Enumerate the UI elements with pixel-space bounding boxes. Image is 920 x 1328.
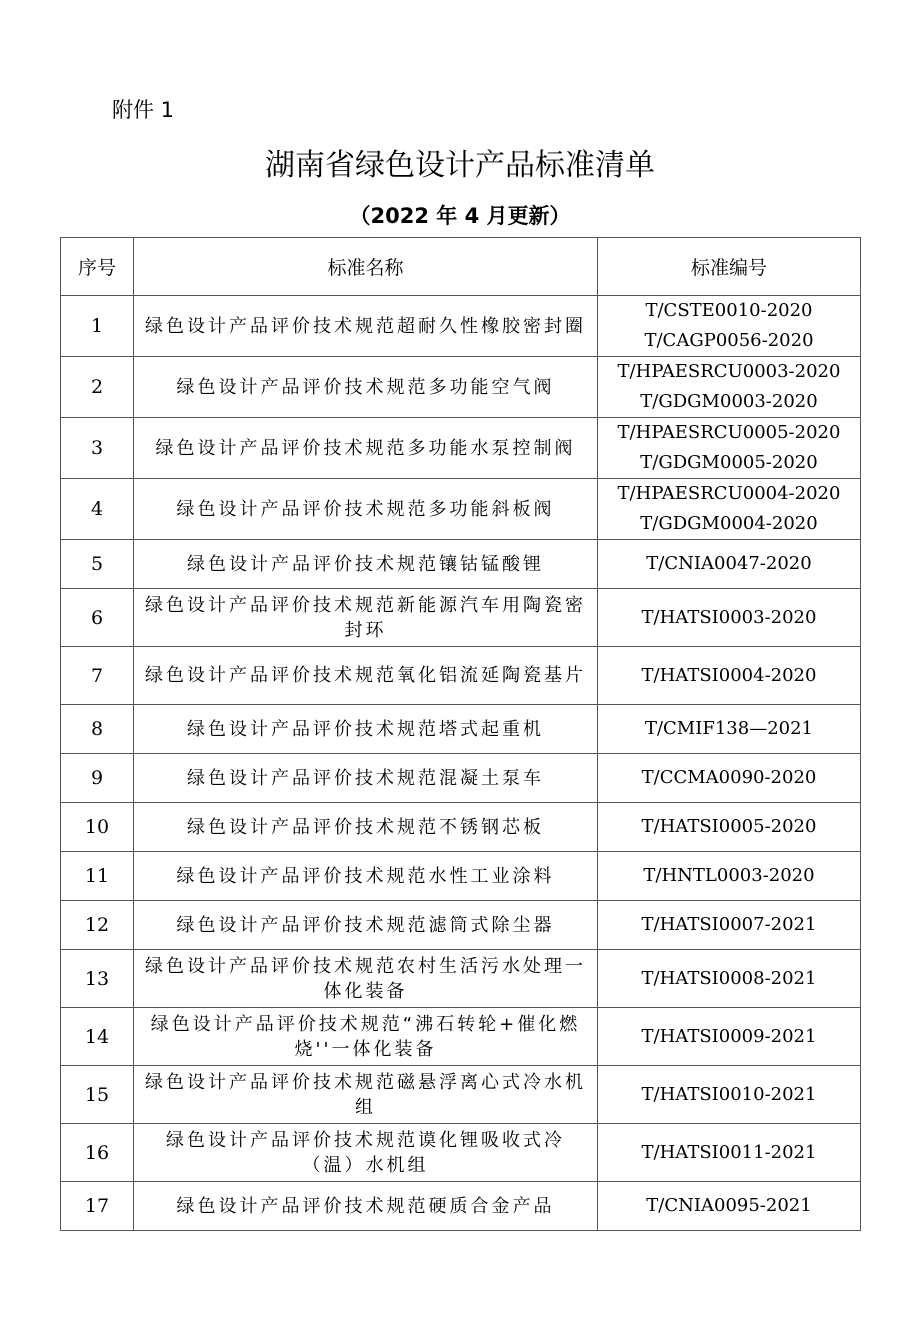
row-number: 12 — [61, 901, 134, 950]
row-number: 9 — [61, 754, 134, 803]
table-row — [61, 754, 861, 803]
row-number: 8 — [61, 705, 134, 754]
standard-code: T/HNTL0003-2020 — [598, 852, 861, 901]
table-row — [61, 589, 861, 647]
row-number: 7 — [61, 647, 134, 705]
row-number: 1 — [61, 296, 134, 357]
row-number: 6 — [61, 589, 134, 647]
table-row — [61, 1008, 861, 1066]
row-number: 10 — [61, 803, 134, 852]
standard-code: T/CNIA0047-2020 — [598, 540, 861, 589]
standard-code: T/CNIA0095-2021 — [598, 1182, 861, 1231]
table-row — [61, 1124, 861, 1182]
table-row — [61, 950, 861, 1008]
row-number: 5 — [61, 540, 134, 589]
table-row — [61, 479, 861, 540]
table-row — [61, 705, 861, 754]
column-header-code: 标准编号 — [598, 238, 861, 296]
table-header-row — [61, 238, 861, 296]
standard-name: 绿色设计产品评价技术规范“沸石转轮+催化燃烧''一体化装备 — [134, 1008, 598, 1066]
standard-name: 绿色设计产品评价技术规范农村生活污水处理一体化装备 — [134, 950, 598, 1008]
table-row — [61, 540, 861, 589]
standard-code: T/HPAESRCU0003-2020 T/GDGM0003-2020 — [598, 357, 861, 418]
document-title: 湖南省绿色设计产品标准清单 — [265, 148, 655, 183]
attachment-label: 附件 1 — [112, 98, 175, 122]
standard-code: T/CSTE0010-2020 T/CAGP0056-2020 — [598, 296, 861, 357]
standard-name: 绿色设计产品评价技术规范谟化锂吸收式冷（温）水机组 — [134, 1124, 598, 1182]
standard-code: T/HATSI0010-2021 — [598, 1066, 861, 1124]
standard-code: T/CCMA0090-2020 — [598, 754, 861, 803]
standard-name: 绿色设计产品评价技术规范超耐久性橡胶密封圈 — [134, 296, 598, 357]
table-row — [61, 296, 861, 357]
standard-name: 绿色设计产品评价技术规范滤筒式除尘器 — [134, 901, 598, 950]
standard-code: T/HATSI0009-2021 — [598, 1008, 861, 1066]
column-header-name: 标准名称 — [134, 238, 598, 296]
standard-name: 绿色设计产品评价技术规范镶钴锰酸锂 — [134, 540, 598, 589]
table-row — [61, 803, 861, 852]
standard-code: T/HATSI0007-2021 — [598, 901, 861, 950]
standard-name: 绿色设计产品评价技术规范多功能空气阀 — [134, 357, 598, 418]
table-row — [61, 901, 861, 950]
standards-table — [60, 237, 861, 1231]
standard-name: 绿色设计产品评价技术规范氧化铝流延陶瓷基片 — [134, 647, 598, 705]
standard-name: 绿色设计产品评价技术规范多功能水泵控制阀 — [134, 418, 598, 479]
standard-code: T/CMIF138—2021 — [598, 705, 861, 754]
row-number: 3 — [61, 418, 134, 479]
table-row — [61, 1066, 861, 1124]
standard-code: T/HPAESRCU0004-2020 T/GDGM0004-2020 — [598, 479, 861, 540]
standard-name: 绿色设计产品评价技术规范水性工业涂料 — [134, 852, 598, 901]
standard-name: 绿色设计产品评价技术规范多功能斜板阀 — [134, 479, 598, 540]
standard-name: 绿色设计产品评价技术规范磁悬浮离心式冷水机组 — [134, 1066, 598, 1124]
row-number: 14 — [61, 1008, 134, 1066]
column-header-no: 序号 — [61, 238, 134, 296]
table-row — [61, 852, 861, 901]
standard-name: 绿色设计产品评价技术规范新能源汽车用陶瓷密封环 — [134, 589, 598, 647]
standard-name: 绿色设计产品评价技术规范混凝土泵车 — [134, 754, 598, 803]
standard-name: 绿色设计产品评价技术规范不锈钢芯板 — [134, 803, 598, 852]
standard-code: T/HATSI0004-2020 — [598, 647, 861, 705]
row-number: 4 — [61, 479, 134, 540]
standard-code: T/HPAESRCU0005-2020 T/GDGM0005-2020 — [598, 418, 861, 479]
row-number: 13 — [61, 950, 134, 1008]
standard-code: T/HATSI0005-2020 — [598, 803, 861, 852]
table-row — [61, 357, 861, 418]
row-number: 16 — [61, 1124, 134, 1182]
standard-name: 绿色设计产品评价技术规范塔式起重机 — [134, 705, 598, 754]
row-number: 17 — [61, 1182, 134, 1231]
standard-name: 绿色设计产品评价技术规范硬质合金产品 — [134, 1182, 598, 1231]
table-row — [61, 418, 861, 479]
table-row — [61, 647, 861, 705]
row-number: 15 — [61, 1066, 134, 1124]
document-subtitle: （2022 年 4 月更新） — [349, 204, 571, 228]
standard-code: T/HATSI0003-2020 — [598, 589, 861, 647]
table-row — [61, 1182, 861, 1231]
standard-code: T/HATSI0011-2021 — [598, 1124, 861, 1182]
standard-code: T/HATSI0008-2021 — [598, 950, 861, 1008]
row-number: 2 — [61, 357, 134, 418]
row-number: 11 — [61, 852, 134, 901]
